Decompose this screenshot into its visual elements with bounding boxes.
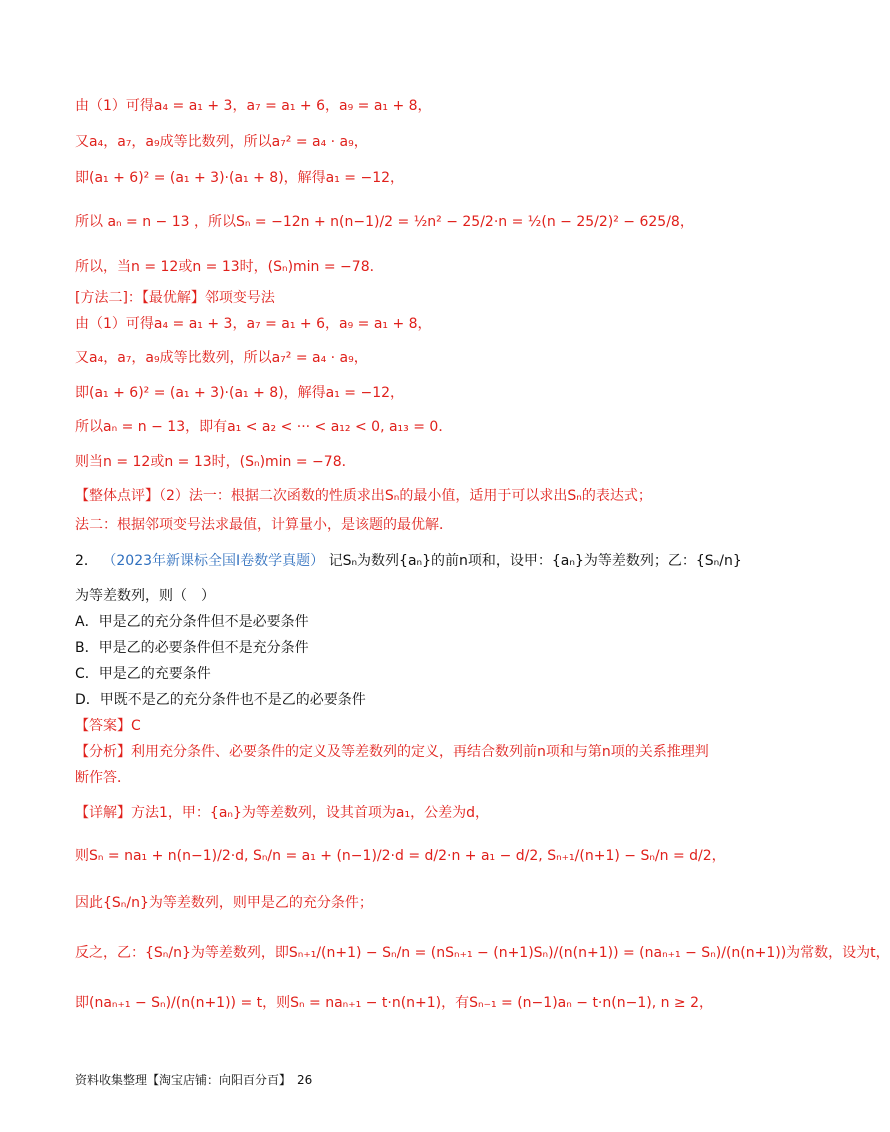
option-d: D．甲既不是乙的充分条件也不是乙的必要条件 [75, 692, 366, 708]
overall-comment: 【整体点评】（2）法一：根据二次函数的性质求出Sₙ的最小值，适用于可以求出Sₙ的表达式； [75, 488, 652, 504]
text-line-7: 由（1）可得a₄ = a₁ + 3，a₇ = a₁ + 6，a₉ = a₁ + 8， [75, 316, 432, 332]
text-line-1: 由（1）可得a₄ = a₁ + 3，a₇ = a₁ + 6，a₉ = a₁ + 8， [75, 98, 432, 114]
method-two-heading: [方法二]：【最优解】邻项变号法 [75, 290, 275, 306]
option-c: C．甲是乙的充要条件 [75, 666, 211, 682]
detail-line-1: 【详解】方法1，甲：{aₙ}为等差数列，设其首项为a₁，公差为d， [75, 805, 489, 821]
text-line-5: 所以，当n = 12或n = 13时，(Sₙ)min = −78． [75, 259, 384, 275]
option-a: A．甲是乙的充分条件但不是必要条件 [75, 614, 309, 630]
question-stem-text: 记Sₙ为数列{aₙ}的前n项和，设甲：{aₙ}为等差数列；乙：{Sₙ/n} [328, 553, 742, 569]
option-b: B．甲是乙的必要条件但不是充分条件 [75, 640, 309, 656]
analysis-line-1: 【分析】利用充分条件、必要条件的定义及等差数列的定义，再结合数列前n项和与第n项的关系推理判 [75, 744, 709, 760]
page-footer: 资料收集整理【淘宝店铺：向阳百分百】 26 [75, 1073, 313, 1087]
answer: 【答案】C [75, 718, 141, 734]
detail-line-4: 反之，乙：{Sₙ/n}为等差数列，即Sₙ₊₁/(n+1) − Sₙ/n = (nSₙ₊₁ − (n+1)Sₙ)/(n(n+1)) = (naₙ₊₁ − Sₙ)/(n(n+1))为常数，设为t， [75, 945, 890, 961]
text-line-4: 所以 aₙ = n − 13 ，所以Sₙ = −12n + n(n−1)/2 = ½n² − 25/2·n = ½(n − 25/2)² − 625/8， [75, 214, 694, 230]
text-line-11: 则当n = 12或n = 13时，(Sₙ)min = −78． [75, 454, 356, 470]
question-stem [75, 551, 742, 571]
text-line-2: 又a₄，a₇，a₉成等比数列，所以a₇² = a₄ · a₉， [75, 134, 368, 150]
detail-line-5: 即(naₙ₊₁ − Sₙ)/(n(n+1)) = t，则Sₙ = naₙ₊₁ − t·n(n+1)，有Sₙ₋₁ = (n−1)aₙ − t·n(n−1), n ≥ 2， [75, 995, 714, 1011]
text-line-10: 所以aₙ = n − 13，即有a₁ < a₂ < ··· < a₁₂ < 0, a₁₃ = 0． [75, 419, 453, 435]
text-line-8: 又a₄，a₇，a₉成等比数列，所以a₇² = a₄ · a₉， [75, 350, 368, 366]
question-number: 2． [75, 553, 98, 569]
text-line-9: 即(a₁ + 6)² = (a₁ + 3)·(a₁ + 8)，解得a₁ = −12， [75, 385, 405, 401]
detail-line-3: 因此{Sₙ/n}为等差数列，则甲是乙的充分条件； [75, 895, 373, 911]
text-line-13: 法二：根据邻项变号法求最值，计算量小，是该题的最优解． [75, 517, 453, 533]
analysis-line-2: 断作答． [75, 770, 131, 786]
text-line-3: 即(a₁ + 6)² = (a₁ + 3)·(a₁ + 8)，解得a₁ = −12， [75, 170, 405, 186]
question-source: （2023年新课标全国Ⅰ卷数学真题） [102, 553, 325, 569]
question-stem-continued: 为等差数列，则（ ） [75, 588, 215, 604]
detail-line-2: 则Sₙ = na₁ + n(n−1)/2·d, Sₙ/n = a₁ + (n−1)/2·d = d/2·n + a₁ − d/2, Sₙ₊₁/(n+1) − Sₙ/n = d/2， [75, 848, 726, 864]
